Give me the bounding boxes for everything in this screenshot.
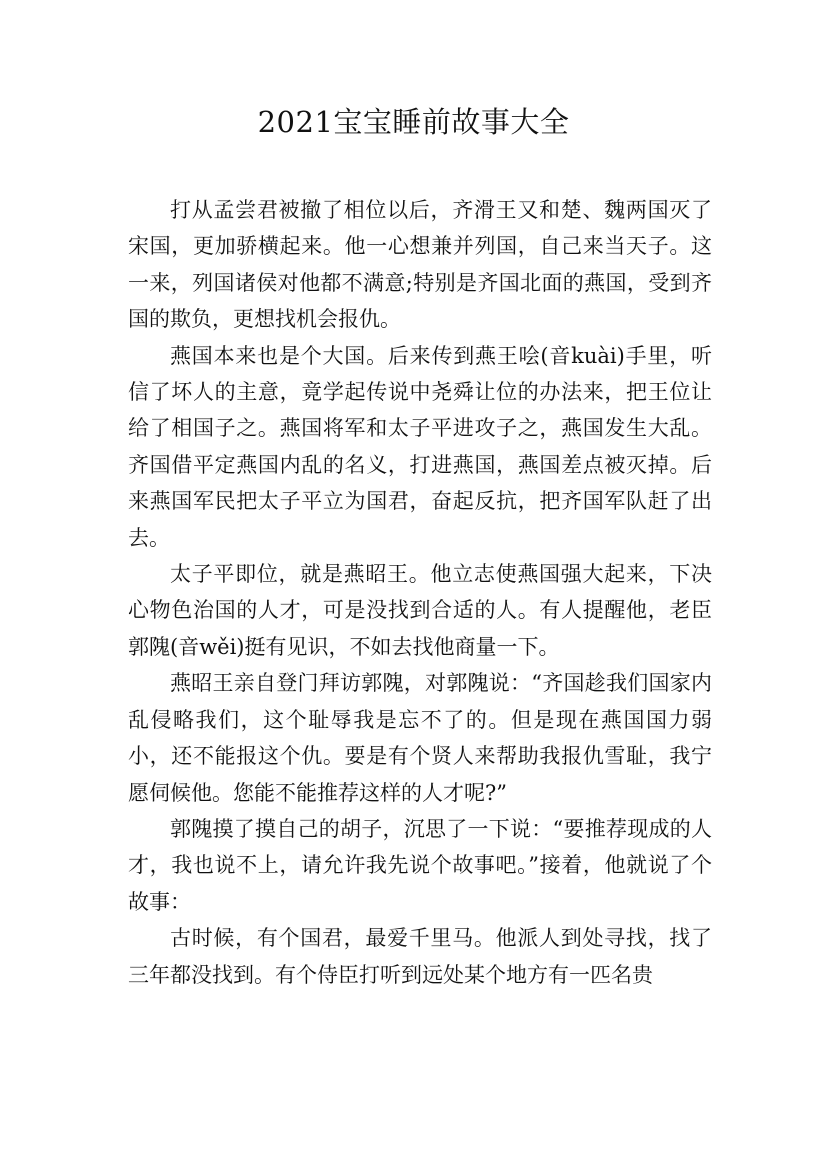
paragraph: 古时候，有个国君，最爱千里马。他派人到处寻找，找了三年都没找到。有个侍臣打听到远处某个地方有一匹名贵 xyxy=(128,926,712,987)
document-body xyxy=(128,192,712,993)
paragraph: 郭隗摸了摸自己的胡子，沉思了一下说：“要推荐现成的人才，我也说不上，请允许我先说个故事吧。”接着，他就说了个故事： xyxy=(128,816,712,914)
paragraph: 打从孟尝君被撤了相位以后，齐滑王又和楚、魏两国灭了宋国，更加骄横起来。他一心想兼并列国，自己来当天子。这一来，列国诸侯对他都不满意;特别是齐国北面的燕国，受到齐国的欺负，更想找机会报仇。 xyxy=(128,198,712,332)
paragraph: 燕昭王亲自登门拜访郭隗，对郭隗说：“齐国趁我们国家内乱侵略我们，这个耻辱我是忘不了的。但是现在燕国国力弱小，还不能报这个仇。要是有个贤人来帮助我报仇雪耻，我宁愿伺候他。您能不能推荐这样的人才呢?” xyxy=(128,671,712,805)
paragraph: 太子平即位，就是燕昭王。他立志使燕国强大起来，下决心物色治国的人才，可是没找到合适的人。有人提醒他，老臣郭隗(音wěi)挺有见识，不如去找他商量一下。 xyxy=(128,562,712,659)
paragraph: 燕国本来也是个大国。后来传到燕王哙(音kuài)手里，听信了坏人的主意，竟学起传说中尧舜让位的办法来，把王位让给了相国子之。燕国将军和太子平进攻子之，燕国发生大乱。齐国借平定燕国内乱的名义，打进燕国，燕国差点被灭掉。后来燕国军民把太子平立为国君，奋起反抗，把齐国军队赶了出去。 xyxy=(128,343,712,550)
page-title: 2021宝宝睡前故事大全 xyxy=(257,105,570,139)
